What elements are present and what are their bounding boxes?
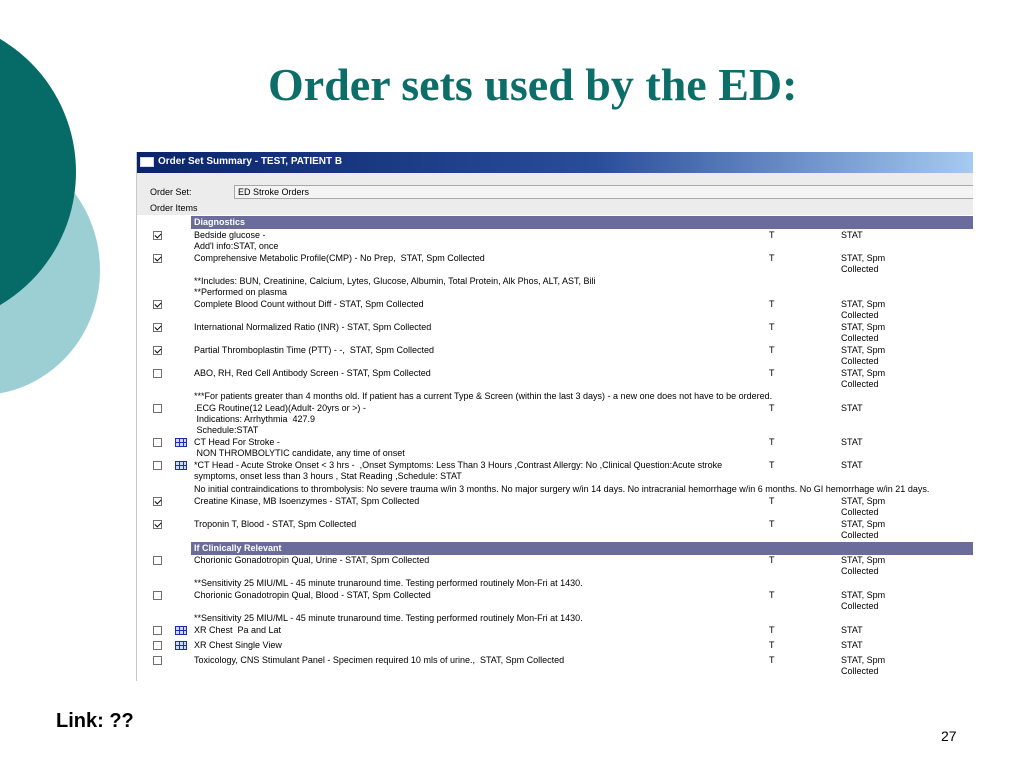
section-bar <box>191 542 973 555</box>
order-items-label: Order Items <box>150 203 198 213</box>
order-type: T <box>769 253 775 263</box>
link-text: Link: ?? <box>56 710 134 732</box>
order-set-field[interactable]: ED Stroke Orders <box>234 185 973 199</box>
order-priority: STAT <box>841 437 863 447</box>
order-description: Comprehensive Metabolic Profile(CMP) - No Prep, STAT, Spm Collected <box>194 253 485 263</box>
order-checkbox[interactable] <box>153 656 162 665</box>
order-type: T <box>769 403 775 413</box>
order-description: Complete Blood Count without Diff - STAT, Spm Collected <box>194 299 424 309</box>
order-type: T <box>769 655 775 665</box>
order-type: T <box>769 519 775 529</box>
order-set-label: Order Set: <box>150 187 192 197</box>
order-checkbox[interactable] <box>153 641 162 650</box>
order-description: International Normalized Ratio (INR) - STAT, Spm Collected <box>194 322 432 332</box>
order-checkbox[interactable] <box>153 231 162 240</box>
order-description: Chorionic Gonadotropin Qual, Blood - STAT, Spm Collected <box>194 590 431 600</box>
order-set-summary-window <box>136 152 973 681</box>
order-details-grid-icon[interactable] <box>175 626 187 635</box>
order-type: T <box>769 496 775 506</box>
order-description: .ECG Routine(12 Lead)(Adult- 20yrs or >) - Indications: Arrhythmia 427.9 Schedule:STAT <box>194 403 366 435</box>
order-set-header <box>137 173 973 215</box>
order-description: *CT Head - Acute Stroke Onset < 3 hrs - ,Onset Symptoms: Less Than 3 Hours ,Contrast Allergy: No ,Clinical Question:Acute stroke symptoms, onset less than 3 hours , Stat Reading ,Schedule: STAT <box>194 460 723 481</box>
order-priority: STAT, Spm Collected <box>841 368 886 389</box>
order-priority: STAT, Spm Collected <box>841 345 886 366</box>
order-checkbox[interactable] <box>153 369 162 378</box>
order-checkbox[interactable] <box>153 591 162 600</box>
order-priority: STAT <box>841 230 863 240</box>
order-type: T <box>769 345 775 355</box>
window-icon <box>140 157 154 167</box>
order-description: Toxicology, CNS Stimulant Panel - Specimen required 10 mls of urine., STAT, Spm Collected <box>194 655 565 665</box>
order-details-grid-icon[interactable] <box>175 461 187 470</box>
order-checkbox[interactable] <box>153 323 162 332</box>
order-priority: STAT, Spm Collected <box>841 655 886 676</box>
section-header-diagnostics <box>137 216 973 229</box>
order-type: T <box>769 555 775 565</box>
order-type: T <box>769 437 775 447</box>
order-description: XR Chest Single View <box>194 640 282 650</box>
order-type: T <box>769 299 775 309</box>
order-priority: STAT, Spm Collected <box>841 590 886 611</box>
order-checkbox[interactable] <box>153 300 162 309</box>
order-description: Bedside glucose - Add'l info:STAT, once <box>194 230 279 251</box>
order-checkbox[interactable] <box>153 438 162 447</box>
order-description: XR Chest Pa and Lat <box>194 625 282 635</box>
order-type: T <box>769 368 775 378</box>
order-note: **Includes: BUN, Creatinine, Calcium, Lytes, Glucose, Albumin, Total Protein, Alk Phos, ALT, AST, Bili **Performed on plasma <box>194 276 596 297</box>
order-priority: STAT <box>841 403 863 413</box>
order-priority: STAT <box>841 460 863 470</box>
order-checkbox[interactable] <box>153 556 162 565</box>
section-header-if-clinically-relevant <box>137 542 973 555</box>
order-note: No initial contraindications to thrombolysis: No severe trauma w/in 3 months. No major surgery w/in 14 days. No intracranial hemorrhage w/in 6 months. No GI hemorrhage w/in 21 days. <box>194 484 930 494</box>
order-checkbox[interactable] <box>153 404 162 413</box>
order-checkbox[interactable] <box>153 626 162 635</box>
order-note: ***For patients greater than 4 months old. If patient has a current Type & Screen (within the last 3 days) - a new one does not have to be ordered. <box>194 391 773 401</box>
order-type: T <box>769 230 775 240</box>
order-description: Partial Thromboplastin Time (PTT) - -, STAT, Spm Collected <box>194 345 435 355</box>
order-priority: STAT, Spm Collected <box>841 555 886 576</box>
order-description: Troponin T, Blood - STAT, Spm Collected <box>194 519 357 529</box>
order-priority: STAT, Spm Collected <box>841 253 886 274</box>
order-description: Chorionic Gonadotropin Qual, Urine - STAT, Spm Collected <box>194 555 430 565</box>
window-titlebar[interactable] <box>137 152 973 173</box>
order-details-grid-icon[interactable] <box>175 641 187 650</box>
order-type: T <box>769 590 775 600</box>
section-label: If Clinically Relevant <box>194 543 282 553</box>
order-checkbox[interactable] <box>153 497 162 506</box>
order-note: **Sensitivity 25 MIU/ML - 45 minute trunaround time. Testing performed routinely Mon-Fri at 1430. <box>194 578 583 588</box>
order-priority: STAT, Spm Collected <box>841 519 886 540</box>
order-priority: STAT, Spm Collected <box>841 299 886 320</box>
slide-title: Order sets used by the ED: <box>268 59 798 110</box>
order-checkbox[interactable] <box>153 520 162 529</box>
order-priority: STAT, Spm Collected <box>841 322 886 343</box>
order-type: T <box>769 640 775 650</box>
section-bar <box>191 216 973 229</box>
order-checkbox[interactable] <box>153 346 162 355</box>
order-type: T <box>769 625 775 635</box>
order-priority: STAT, Spm Collected <box>841 496 886 517</box>
page-number: 27 <box>941 728 957 744</box>
order-type: T <box>769 322 775 332</box>
order-checkbox[interactable] <box>153 254 162 263</box>
order-note: **Sensitivity 25 MIU/ML - 45 minute trunaround time. Testing performed routinely Mon-Fri at 1430. <box>194 613 583 623</box>
order-checkbox[interactable] <box>153 461 162 470</box>
order-description: Creatine Kinase, MB Isoenzymes - STAT, Spm Collected <box>194 496 420 506</box>
order-description: CT Head For Stroke - NON THROMBOLYTIC candidate, any time of onset <box>194 437 405 458</box>
section-label: Diagnostics <box>194 217 246 227</box>
order-priority: STAT <box>841 625 863 635</box>
window-title: Order Set Summary - TEST, PATIENT B <box>158 156 343 167</box>
order-description: ABO, RH, Red Cell Antibody Screen - STAT, Spm Collected <box>194 368 431 378</box>
order-priority: STAT <box>841 640 863 650</box>
order-type: T <box>769 460 775 470</box>
order-details-grid-icon[interactable] <box>175 438 187 447</box>
